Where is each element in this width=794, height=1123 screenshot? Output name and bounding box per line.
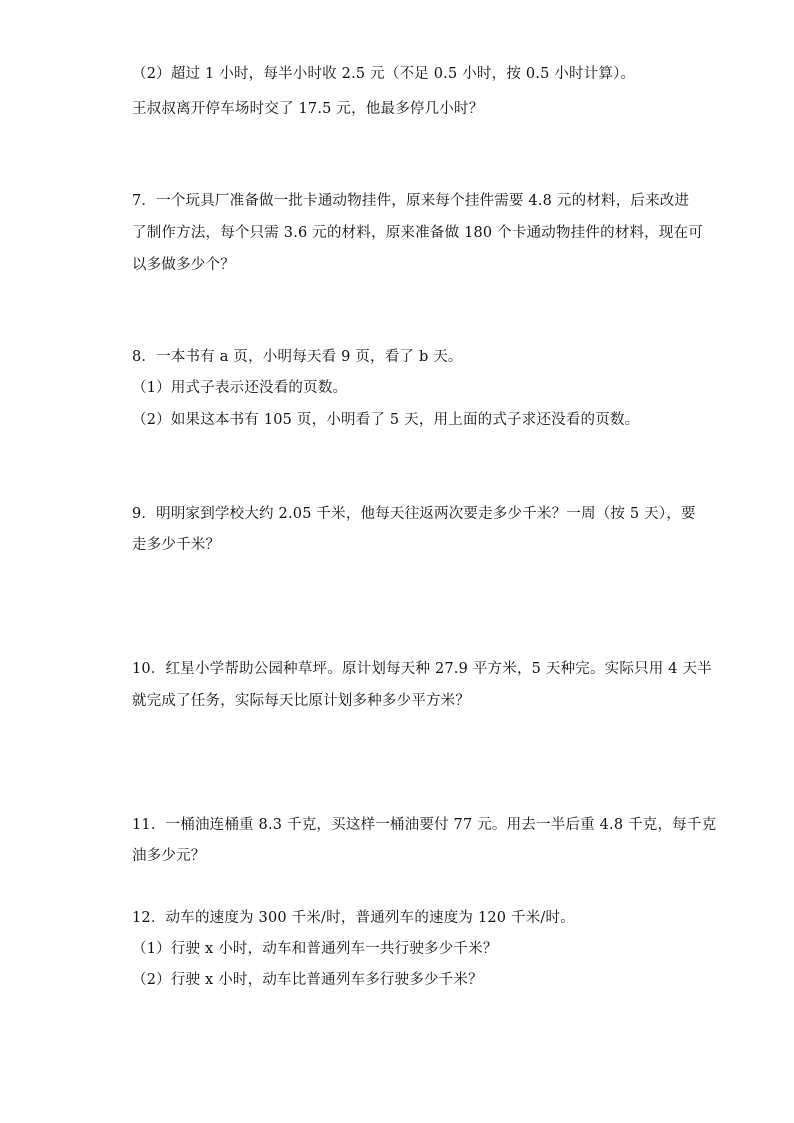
q8-part1-text: （1）用式子表示还没看的页数。 <box>132 380 348 396</box>
q7-text-line2: 了制作方法，每个只需 3.6 元的材料，原来准备做 180 个卡通动物挂件的材料，现在可 <box>132 225 703 241</box>
q6-question-text: 王叔叔离开停车场时交了 17.5 元，他最多停几小时？ <box>132 101 484 117</box>
q9-text-line2: 走多少千米？ <box>132 537 221 553</box>
q12-part2-text: （2）行驶 x 小时，动车比普通列车多行驶多少千米？ <box>132 972 483 988</box>
q10-text-line2: 就完成了任务，实际每天比原计划多种多少平方米？ <box>132 693 471 709</box>
q7-text-line1: 7．一个玩具厂准备做一批卡通动物挂件，原来每个挂件需要 4.8 元的材料，后来改进 <box>132 193 690 209</box>
q9-text-line1: 9．明明家到学校大约 2.05 千米，他每天往返两次要走多少千米？一周（按 5 天），要 <box>132 506 696 522</box>
q8-text: 8．一本书有 a 页，小明每天看 9 页，看了 b 天。 <box>132 349 463 365</box>
q7-text-line3: 以多做多少个？ <box>132 257 235 273</box>
q8-part2-text: （2）如果这本书有 105 页，小明看了 5 天，用上面的式子求还没看的页数。 <box>132 412 640 428</box>
q6-part2-text: （2）超过 1 小时，每半小时收 2.5 元（不足 0.5 小时，按 0.5 小时计算）。 <box>132 66 636 82</box>
q12-text: 12．动车的速度为 300 千米/时，普通列车的速度为 120 千米/时。 <box>132 910 575 926</box>
q11-text-line2: 油多少元？ <box>132 848 206 864</box>
q10-text-line1: 10．红星小学帮助公园种草坪。原计划每天种 27.9 平方米，5 天种完。实际只用 4 天半 <box>132 661 712 677</box>
q11-text-line1: 11．一桶油连桶重 8.3 千克，买这样一桶油要付 77 元。用去一半后重 4.8 千克，每千克 <box>132 817 717 833</box>
q12-part1-text: （1）行驶 x 小时，动车和普通列车一共行驶多少千米？ <box>132 941 498 957</box>
